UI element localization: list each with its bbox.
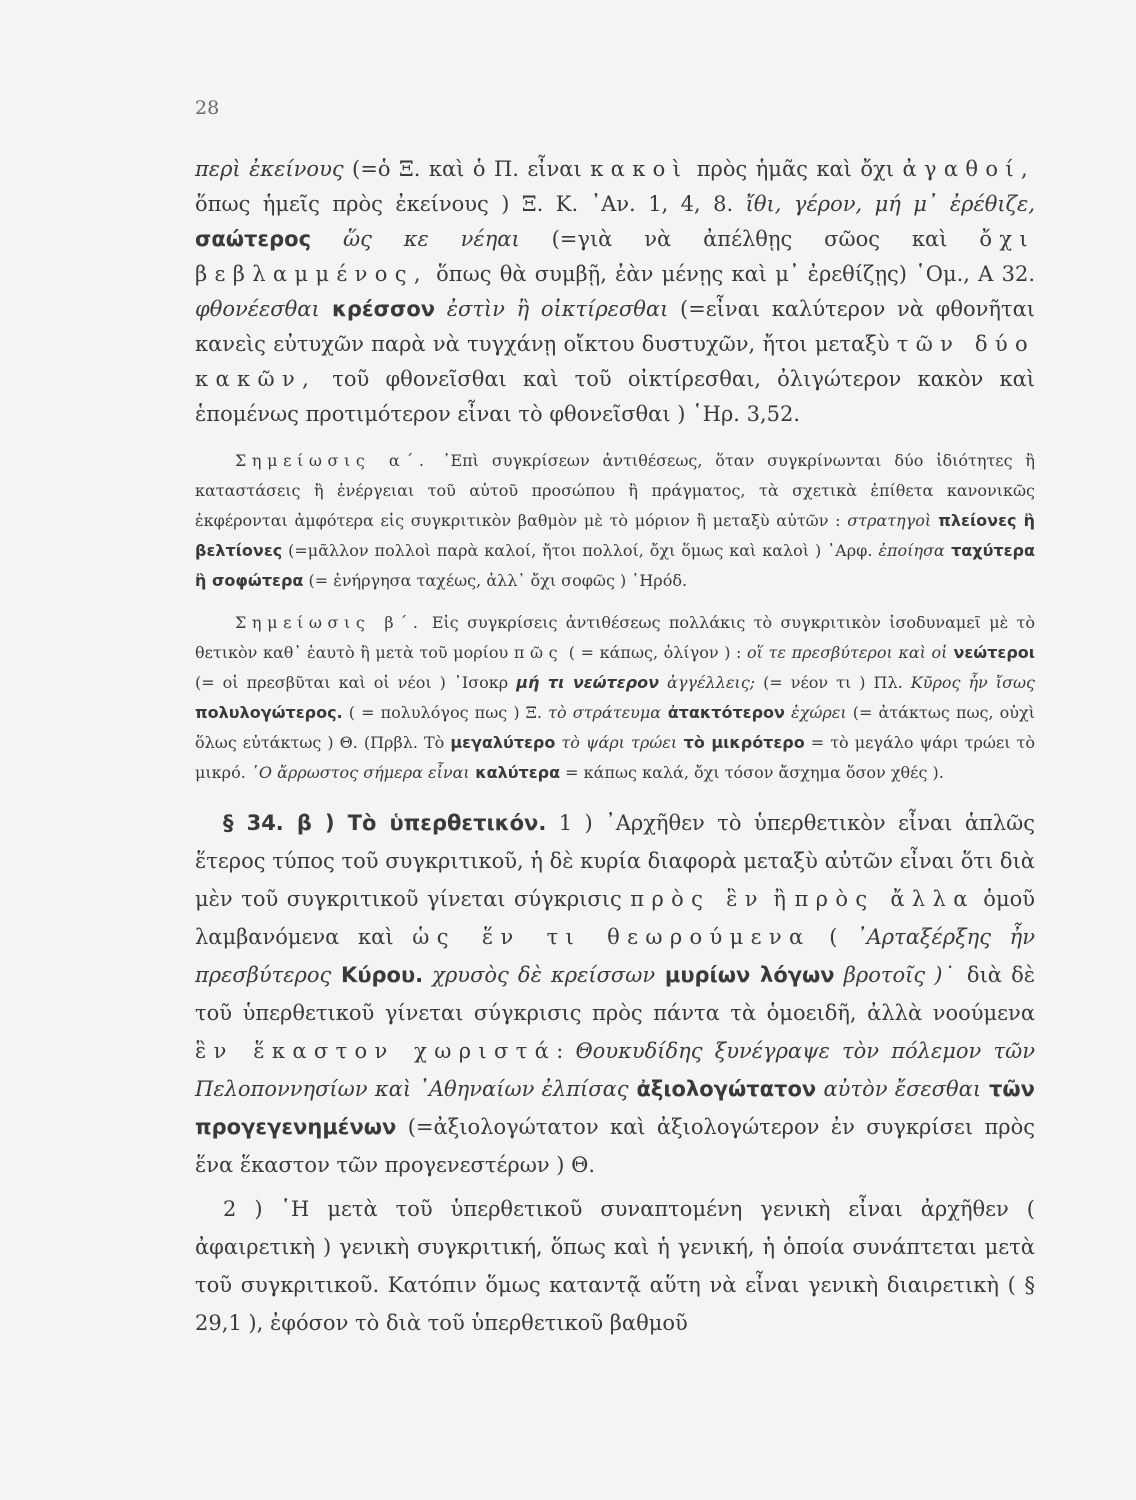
spaced-text: πρὸς ἄλλα	[794, 887, 975, 911]
text-span: (=ἀξιολογώτατον καὶ ἀξιολογώτερον ἐν συγκρίσει πρὸς ἕνα ἕκαστον τῶν προγενεστέρων ) Θ.	[195, 1115, 1035, 1177]
bold-term: πλείονες ἢ βελτίονες	[195, 511, 1036, 560]
text-span: ( = πολυλόγος πως ) Ξ.	[342, 703, 549, 722]
quote-text: ἴθι, γέρον, μή μ᾿ ἐρέθιζε,	[745, 192, 1035, 216]
bold-term: μή τι νεώτερον	[516, 673, 660, 692]
text-span: = τὸ μεγάλο ψάρι τρώει τὸ μικρό.	[195, 733, 1036, 782]
text-span: ᾿Επὶ συγκρίσεων ἀντιθέσεως, ὅταν συγκρίνωνται δύο ἰδιότητες ἢ καταστάσεις ἢ ἐνέργειαι τοῦ αὐτοῦ προσώπου ἢ πράγματος, τὰ σχετικὰ ἐπίθετα κανονικῶς ἐκφέρονται ἀμφότερα εἰς συγκριτικὸν βαθμὸν μὲ τὸ μόριον ἢ μεταξὺ αὐτῶν :	[195, 451, 1035, 530]
text-span: ὅπως θὰ συμβῇ, ἐὰν μένῃς καὶ μ᾿ ἐρεθίζῃς) ῾Ομ., Α 32.	[427, 262, 1035, 286]
spaced-text: ἀγαθοί,	[902, 157, 1035, 181]
text-span: (= οἱ πρεσβῦται καὶ οἱ νέοι ) ᾿Ισοκρ	[195, 673, 517, 692]
spaced-text: ἓν ἕκαστον χωριστά	[195, 1039, 557, 1063]
quote-text: ἀγγέλλεις;	[659, 673, 756, 692]
bold-term: σαώτερος	[195, 227, 312, 251]
quote-text: ᾿Αρταξέρξης ἦν πρεσβύτερος	[195, 925, 1035, 987]
text-span: ( = κάπως, ὀλίγον ) :	[563, 643, 748, 662]
note-heading: Σημείωσις β΄.	[235, 613, 424, 632]
text-span: 1 ) ᾿Αρχῆθεν τὸ ὑπερθετικὸν εἶναι ἁπλῶς ἕτερος τύπος τοῦ συγκριτικοῦ, ἡ δὲ κυρία διαφορὰ μεταξὺ αὐτῶν εἶναι ὅτι διὰ μὲν τοῦ συγκριτικοῦ γίνεται σύγκρισις	[195, 811, 1035, 911]
spaced-text: τῶν δύο κακῶν,	[195, 332, 1036, 391]
text-span: (= ἐνήργησα ταχέως, ἀλλ᾿ ὄχι σοφῶς ) ῾Ηρόδ.	[303, 571, 688, 590]
page-body	[195, 152, 1035, 1342]
quote-text: στρατηγοὶ	[847, 511, 932, 530]
bold-term: πολυλογώτερος.	[195, 703, 343, 722]
spaced-text: ὡς ἕν τι θεωρούμενα	[412, 925, 811, 949]
quote-text: τὸ στράτευμα	[548, 703, 662, 722]
quote-text: τὸ ψάρι τρώει	[555, 733, 678, 752]
text-span: περὶ ἐκείνους	[195, 157, 344, 181]
bold-term: τῶν προγεγενημένων	[195, 1077, 1035, 1139]
note-beta	[195, 608, 1035, 788]
text-span: 2 ) ῾Η μετὰ τοῦ ὑπερθετικοῦ συναπτομένη γενικὴ εἶναι ἀρχῆθεν ( ἀφαιρετικὴ ) γενικὴ συγκριτική, ὅπως καὶ ἡ γενική, ἡ ὁποία συνάπτεται μετὰ τοῦ συγκριτικοῦ. Κατόπιν ὅμως καταντᾷ αὕτη νὰ εἶναι γενικὴ διαιρετικὴ ( § 29,1 ), ἐφόσον τὸ διὰ τοῦ ὑπερθετικοῦ βαθμοῦ	[195, 1197, 1035, 1335]
bold-term: κρέσσον	[319, 297, 436, 321]
text-span: (=ὁ Ξ. καὶ ὁ Π. εἶναι	[343, 157, 591, 181]
text-span: Εἰς συγκρίσεις ἀντιθέσεως πολλάκις τὸ συγκριτικὸν ἰσοδυναμεῖ μὲ τὸ θετικὸν καθ᾿ ἑαυτὸ ἢ μετὰ τοῦ μορίου	[195, 613, 1035, 662]
bold-term: ἀτακτότερον	[661, 703, 785, 722]
text-span: πρὸς ἡμᾶς καὶ ὄχι	[688, 157, 903, 181]
text-span: (= νέον τι ) Πλ.	[755, 673, 911, 692]
text-span: (	[810, 925, 857, 949]
spaced-text: πῶς	[513, 643, 564, 662]
text-span: (=μᾶλλον πολλοὶ παρὰ καλοί, ἤτοι πολλοί, ὄχι ὅμως καὶ καλοὶ ) ᾿Αρφ.	[282, 541, 879, 560]
quote-text: ἐχώρει	[784, 703, 847, 722]
quote-text: ὥς κε νέηαι	[311, 227, 520, 251]
quote-text: φθονέεσθαι	[195, 297, 320, 321]
bold-term: μυρίων λόγων	[655, 963, 835, 987]
bold-term: τὸ μικρότερο	[677, 733, 805, 752]
text-span: τοῦ φθονεῖσθαι καὶ τοῦ οἰκτίρεσθαι, ὀλιγώτερον κακὸν καὶ ἑπομένως προτιμότερον εἶναι τὸ φθονεῖσθαι ) ῾Ηρ. 3,52.	[195, 367, 1035, 426]
quote-text: οἵ τε πρεσβύτεροι καὶ οἱ	[747, 643, 948, 662]
section-34	[195, 804, 1035, 1184]
spaced-text: πρὸς ἓν	[630, 887, 765, 911]
text-span: (=εἶναι καλύτερον νὰ φθονῆται κανεὶς εὐτυχῶν παρὰ νὰ τυγχάνῃ οἴκτου δυστυχῶν, ἤτοι μεταξὺ	[195, 297, 1035, 356]
note-heading: Σημείωσις α΄.	[235, 451, 430, 470]
text-span: (=γιὰ νὰ ἀπέλθῃς σῶος καὶ	[519, 227, 980, 251]
bold-term: ἀξιολογώτατον	[628, 1077, 817, 1101]
bold-term: νεώτεροι	[947, 643, 1036, 662]
spaced-text: κακοὶ	[590, 157, 689, 181]
text-span: :	[556, 1039, 576, 1063]
quote-text: Κῦρος ἦν ἴσως	[910, 673, 1036, 692]
bold-term: καλύτερα	[469, 763, 561, 782]
note-alpha	[195, 446, 1035, 596]
quote-text: ῾Ο ἄρρωστος σήμερα εἶναι	[250, 763, 470, 782]
bold-term: μεγαλύτερο	[450, 733, 556, 752]
page-number: 28	[195, 97, 220, 119]
quote-text: Θουκυδίδης ξυνέγραψε τὸν πόλεμον τῶν Πελοποννησίων καὶ ᾿Αθηναίων ἐλπίσας	[195, 1039, 1036, 1101]
quote-text: χρυσὸς δὲ κρείσσων	[423, 963, 656, 987]
text-span: = κάπως καλά, ὄχι τόσον ἄσχημα ὅσον χθές ).	[560, 763, 944, 782]
text-span: (= ἀτάκτως πως, οὐχὶ ὅλως εὐτάκτως ) Θ. (Πρβλ. Τὸ	[195, 703, 1036, 752]
bold-term: ταχύτερα ἢ σοφώτερα	[195, 541, 1035, 590]
section-heading: § 34. β ) Τὸ ὑπερθετικόν.	[223, 811, 547, 835]
quote-text: ἐποίησα	[878, 541, 945, 560]
quote-text: αὐτὸν ἔσεσθαι	[816, 1077, 982, 1101]
spaced-text: ὄχι βεβλαμμένος,	[195, 227, 1035, 286]
paragraph-examples	[195, 152, 1035, 432]
text-span: ἢ	[764, 887, 795, 911]
quote-text: ἐστὶν ἢ οἰκτίρεσθαι	[435, 297, 669, 321]
text-span: ὅπως ἡμεῖς πρὸς ἐκείνους ) Ξ. Κ. ᾿Αν. 1, 4, 8.	[195, 192, 746, 216]
bold-term: Κύρου.	[331, 963, 424, 987]
text-span: ὁμοῦ λαμβανόμενα καὶ	[195, 887, 1036, 949]
text-span: ˙ διὰ δὲ τοῦ ὑπερθετικοῦ γίνεται σύγκρισις πρὸς πάντα τὰ ὁμοειδῆ, ἀλλὰ νοούμενα	[195, 963, 1036, 1025]
paragraph-genitive	[195, 1190, 1035, 1342]
quote-text: βροτοῖς )	[834, 963, 943, 987]
